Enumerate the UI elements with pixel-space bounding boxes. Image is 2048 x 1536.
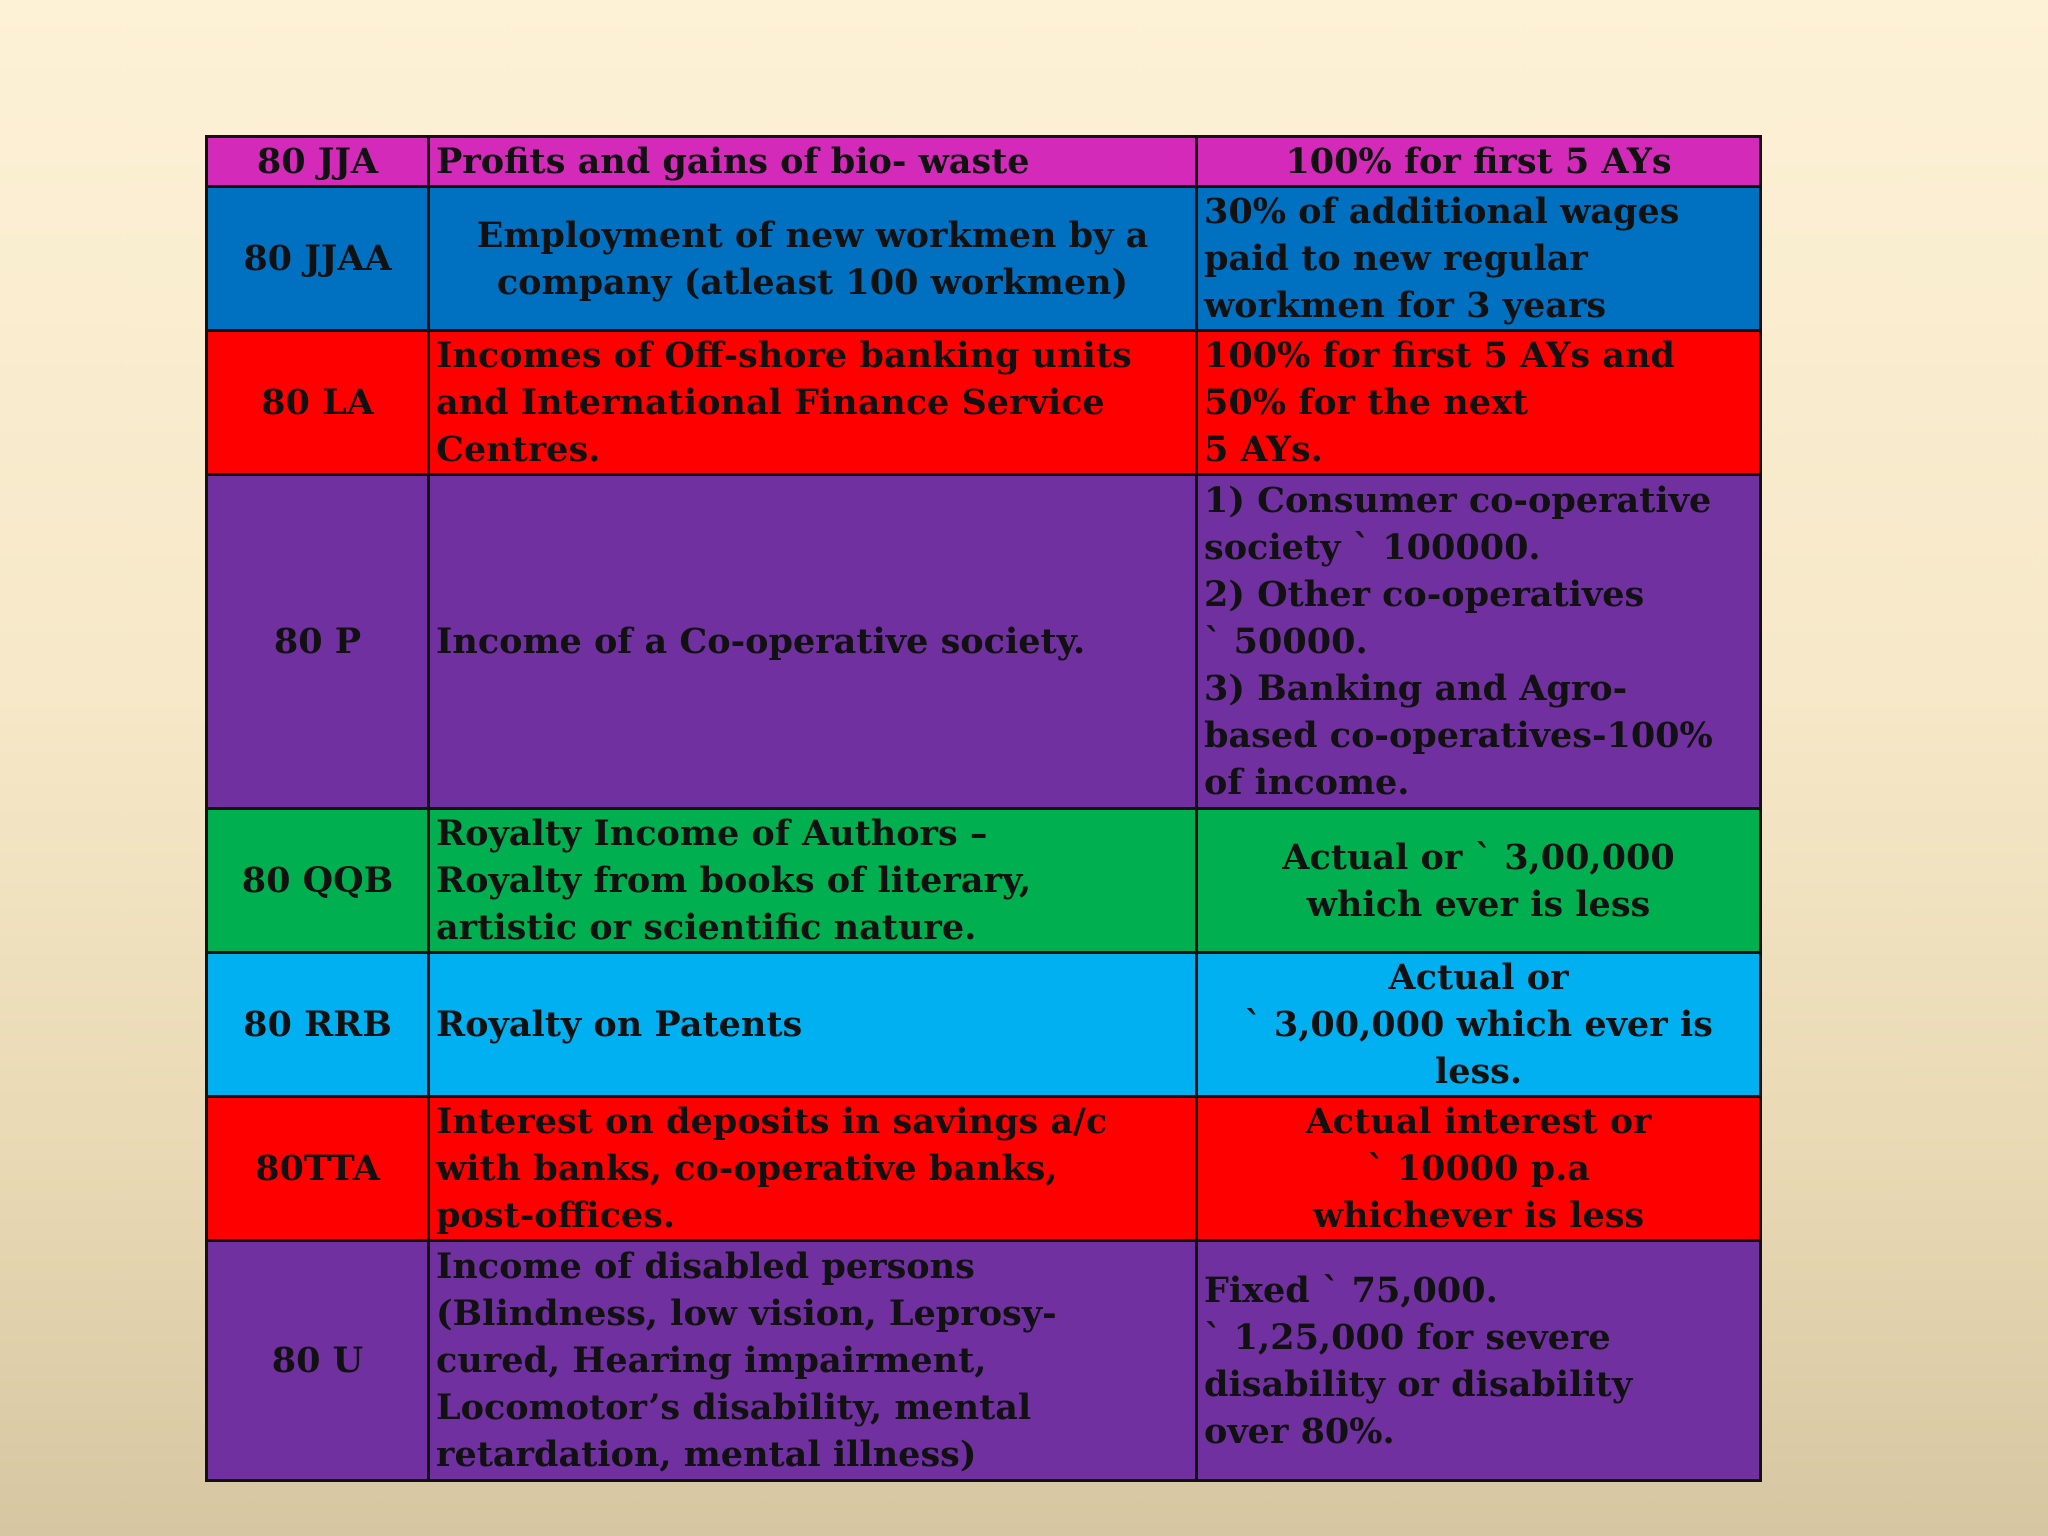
- section-cell: 80 QQB: [207, 809, 429, 953]
- table-row: [207, 1241, 1761, 1481]
- deduction-cell: 1) Consumer co-operative society ` 100000. 2) Other co-operatives ` 50000. 3) Banking and Agro- based co-operatives-100% of income.: [1197, 475, 1761, 809]
- description-cell: Employment of new workmen by a company (atleast 100 workmen): [429, 187, 1197, 331]
- description-cell: Profits and gains of bio- waste: [429, 137, 1197, 187]
- table-row: [207, 137, 1761, 187]
- section-cell: 80TTA: [207, 1097, 429, 1241]
- table-row: [207, 1097, 1761, 1241]
- table-row: [207, 331, 1761, 475]
- deduction-cell: Fixed ` 75,000. ` 1,25,000 for severe disability or disability over 80%.: [1197, 1241, 1761, 1481]
- deductions-table: [205, 135, 1762, 1482]
- section-cell: 80 LA: [207, 331, 429, 475]
- section-cell: 80 P: [207, 475, 429, 809]
- table-row: [207, 809, 1761, 953]
- description-cell: Income of disabled persons (Blindness, low vision, Leprosy- cured, Hearing impairment, Locomotor’s disability, mental retardation, mental illness): [429, 1241, 1197, 1481]
- deduction-cell: Actual or ` 3,00,000 which ever is less: [1197, 809, 1761, 953]
- table-row: [207, 187, 1761, 331]
- deduction-cell: 100% for first 5 AYs: [1197, 137, 1761, 187]
- deduction-cell: 100% for first 5 AYs and 50% for the next 5 AYs.: [1197, 331, 1761, 475]
- table-row: [207, 953, 1761, 1097]
- description-cell: Income of a Co-operative society.: [429, 475, 1197, 809]
- deduction-cell: Actual interest or ` 10000 p.a whichever is less: [1197, 1097, 1761, 1241]
- section-cell: 80 JJA: [207, 137, 429, 187]
- deduction-cell: 30% of additional wages paid to new regular workmen for 3 years: [1197, 187, 1761, 331]
- description-cell: Incomes of Off-shore banking units and International Finance Service Centres.: [429, 331, 1197, 475]
- description-cell: Royalty Income of Authors – Royalty from books of literary, artistic or scientific nature.: [429, 809, 1197, 953]
- section-cell: 80 RRB: [207, 953, 429, 1097]
- section-cell: 80 JJAA: [207, 187, 429, 331]
- table-row: [207, 475, 1761, 809]
- description-cell: Interest on deposits in savings a/c with banks, co-operative banks, post-offices.: [429, 1097, 1197, 1241]
- section-cell: 80 U: [207, 1241, 429, 1481]
- deduction-cell: Actual or ` 3,00,000 which ever is less.: [1197, 953, 1761, 1097]
- description-cell: Royalty on Patents: [429, 953, 1197, 1097]
